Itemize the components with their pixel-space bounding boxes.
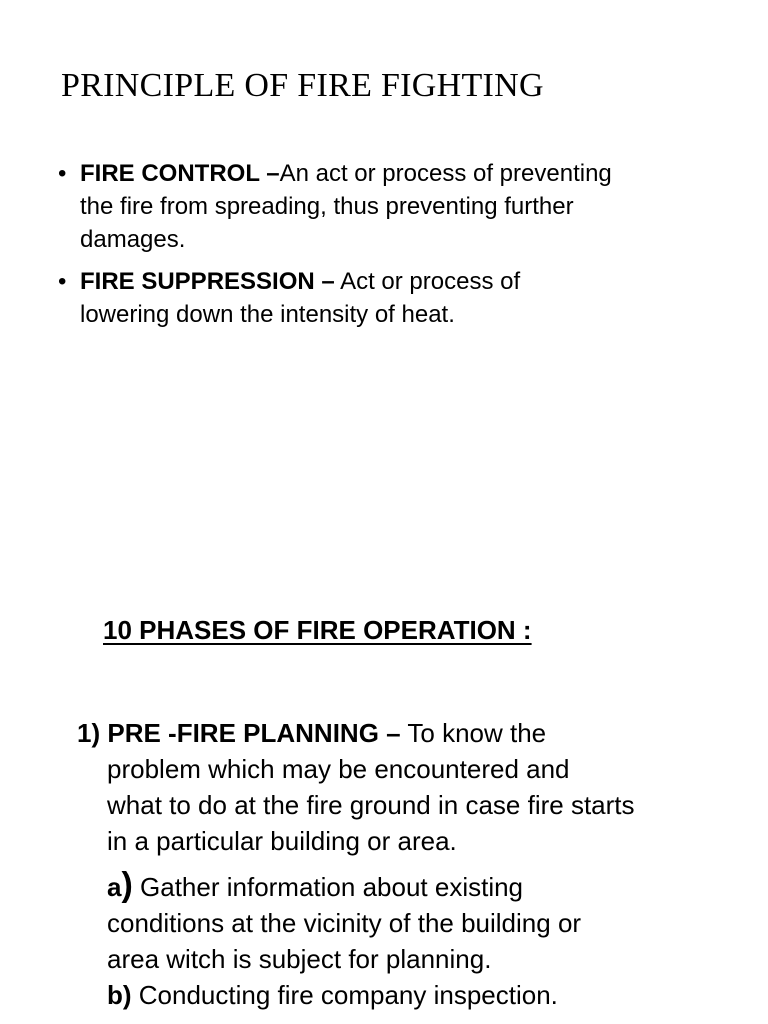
bullet-icon: •: [58, 268, 67, 295]
definition-fire-control-line3: damages.: [80, 226, 186, 253]
section-heading: 10 PHASES OF FIRE OPERATION :: [103, 615, 532, 645]
phase-desc-line3: what to do at the fire ground in case fire starts: [107, 790, 635, 820]
sub-item-a: [77, 866, 747, 1013]
sub-b-line1: [107, 977, 747, 1013]
sub-a-paren: ): [121, 866, 133, 904]
definition-fire-control-line1: An act or process of preventing: [279, 160, 612, 187]
sub-b-text-line1: Conducting fire company inspection.: [131, 980, 558, 1010]
sub-a-text-line3: area witch is subject for planning.: [107, 944, 492, 974]
sub-a-text-line1: Gather information about existing: [132, 872, 524, 902]
phase-desc-line4: in a particular building or area.: [107, 826, 457, 856]
phase-number: 1): [77, 718, 101, 748]
list-item-fire-suppression: [58, 265, 698, 331]
phase-1-block: [77, 715, 747, 1013]
phase-desc-line2: problem which may be encountered and: [107, 754, 570, 784]
definition-list: [58, 157, 698, 340]
page-title: PRINCIPLE OF FIRE FIGHTING: [61, 67, 544, 104]
definition-fire-suppression-line1: Act or process of: [334, 268, 521, 295]
sub-a-text-line2: conditions at the vicinity of the building or: [107, 908, 582, 938]
definition-fire-suppression-line2: lowering down the intensity of heat.: [80, 301, 455, 328]
sub-a-line1: [107, 866, 747, 905]
phase-desc-line1: To know the: [400, 718, 547, 748]
phase-1-header-line: [77, 715, 747, 751]
sub-a-letter: a: [107, 872, 122, 902]
term-fire-suppression: FIRE SUPPRESSION –: [80, 268, 335, 295]
phase-dash: –: [386, 718, 401, 748]
phase-1-body: [77, 751, 747, 859]
bullet-icon: •: [58, 160, 67, 187]
phase-title: PRE -FIRE PLANNING: [107, 718, 379, 748]
term-fire-control: FIRE CONTROL –: [80, 160, 280, 187]
definition-fire-control-line2: the fire from spreading, thus preventing further: [80, 193, 574, 220]
list-item-fire-control: [58, 157, 698, 256]
sub-b-letter: b): [107, 980, 132, 1010]
